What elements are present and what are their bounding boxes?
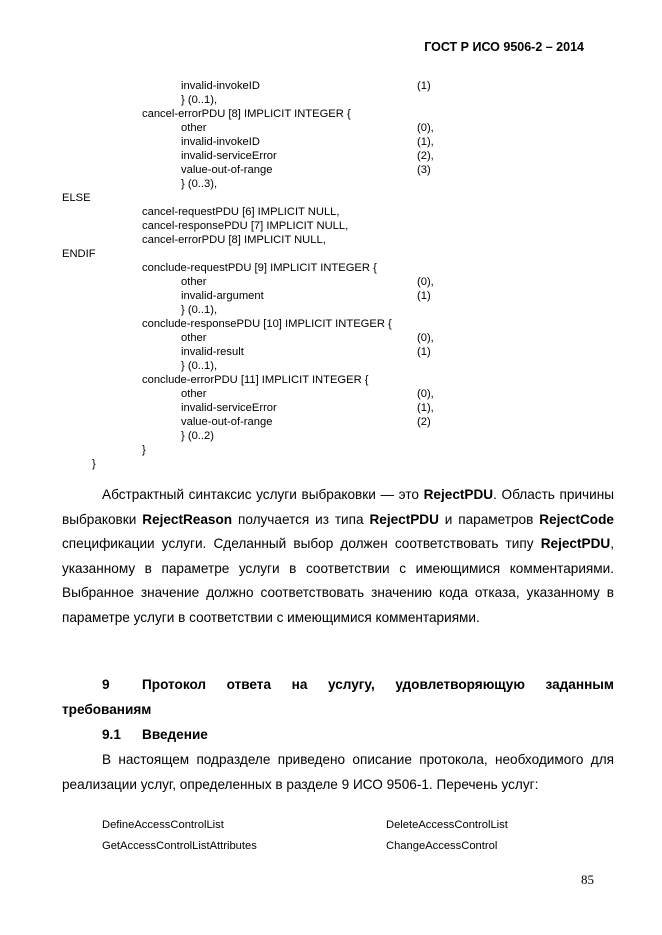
code-line: cancel-errorPDU [8] IMPLICIT INTEGER {	[142, 108, 351, 120]
title-word: удовлетворяющую	[395, 677, 525, 692]
code-line: invalid-serviceError	[181, 402, 277, 414]
paragraph-introduction: В настоящем подразделе приведено описание протокола, необходимого для реализации услуг, определенных в разделе 9 ИСО 9506-1. Перечень услуг:	[62, 752, 614, 792]
code-line-value: (0),	[417, 332, 434, 344]
text-run: Абстрактный синтаксис услуги выбраковки — это	[102, 487, 424, 502]
bold-term: RejectReason	[142, 511, 233, 527]
code-line-value: (2)	[417, 416, 431, 428]
code-line: }	[142, 444, 146, 456]
code-line: other	[181, 388, 207, 400]
section-9-1-title: Введение	[142, 727, 208, 742]
service-name: DefineAccessControlList	[102, 819, 224, 831]
bold-term: RejectPDU	[369, 511, 439, 527]
code-line: conclude-errorPDU [11] IMPLICIT INTEGER {	[142, 374, 369, 386]
code-line: cancel-requestPDU [6] IMPLICIT NULL,	[142, 206, 340, 218]
title-word: заданным	[545, 677, 614, 692]
code-line: invalid-invokeID	[181, 136, 260, 148]
text-run: и параметров	[438, 511, 540, 527]
service-name: ChangeAccessControl	[386, 840, 498, 852]
code-line: value-out-of-range	[181, 164, 273, 176]
title-word: Протокол	[142, 677, 207, 692]
code-line: } (0..1),	[181, 94, 218, 106]
code-line: } (0..3),	[181, 178, 218, 190]
paragraph-reject-syntax	[62, 483, 614, 630]
code-line: conclude-responsePDU [10] IMPLICIT INTEGER {	[142, 318, 392, 330]
code-line: invalid-argument	[181, 290, 264, 302]
text-run: . Область причины выбраковки	[62, 487, 614, 527]
code-line: cancel-responsePDU [7] IMPLICIT NULL,	[142, 220, 349, 232]
code-line: ENDIF	[62, 248, 96, 260]
code-line: } (0..1),	[181, 304, 218, 316]
title-word: ответа	[226, 677, 272, 692]
code-line: cancel-errorPDU [8] IMPLICIT NULL,	[142, 234, 326, 246]
code-line-value: (1)	[417, 290, 431, 302]
text-run: спецификации услуги. Сделанный выбор должен соответствовать типу	[62, 536, 541, 551]
code-line: other	[181, 332, 207, 344]
code-line-value: (1),	[417, 136, 434, 148]
section-9-title-line2: требованиям	[62, 702, 152, 717]
title-word: на	[291, 677, 308, 692]
code-line: invalid-serviceError	[181, 150, 277, 162]
code-line-value: (1)	[417, 346, 431, 358]
code-line: ELSE	[62, 192, 91, 204]
title-word: услугу,	[327, 677, 375, 692]
code-line: } (0..2)	[181, 430, 214, 442]
code-line: invalid-result	[181, 346, 244, 358]
text-run: , указанному в параметре услуги в соответствии с имеющимися комментариями. Выбранное значение должно соответствовать значению кода отказа, указанному в параметре услуги в соответствии с имеющимися комментариями.	[62, 536, 614, 625]
code-line-value: (0),	[417, 276, 434, 288]
document-header: ГОСТ Р ИСО 9506-2 – 2014	[424, 40, 584, 54]
bold-term: RejectCode	[539, 511, 614, 527]
code-line-value: (0),	[417, 122, 434, 134]
code-line: value-out-of-range	[181, 416, 273, 428]
code-line-value: (1)	[417, 80, 431, 92]
code-line: other	[181, 276, 207, 288]
code-line: invalid-invokeID	[181, 80, 260, 92]
section-9-number: 9	[102, 677, 110, 692]
code-line: other	[181, 122, 207, 134]
code-line: }	[92, 458, 96, 470]
service-name: GetAccessControlListAttributes	[102, 840, 257, 852]
text-run: получается из типа	[232, 511, 370, 527]
code-line-value: (2),	[417, 150, 434, 162]
code-line-value: (0),	[417, 388, 434, 400]
service-name: DeleteAccessControlList	[386, 819, 508, 831]
section-9-1-number: 9.1	[102, 727, 121, 742]
bold-term: RejectPDU	[540, 536, 611, 551]
code-line-value: (1),	[417, 402, 434, 414]
code-line: } (0..1),	[181, 360, 218, 372]
bold-term: RejectPDU	[423, 487, 494, 502]
section-9-title	[142, 677, 614, 692]
page-number: 85	[581, 872, 594, 887]
code-line-value: (3)	[417, 164, 431, 176]
code-line: conclude-requestPDU [9] IMPLICIT INTEGER {	[142, 262, 377, 274]
